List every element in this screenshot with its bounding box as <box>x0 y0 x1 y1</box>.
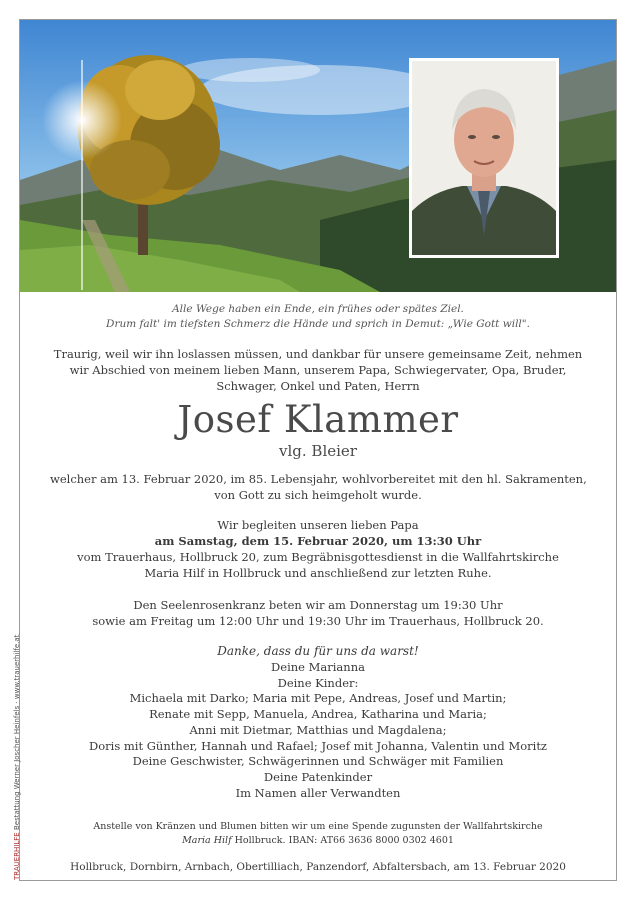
donation-church: Maria Hilf <box>182 835 232 846</box>
thanks-heading: Danke, dass du für uns da warst! <box>217 644 419 658</box>
donation-bank-line <box>50 834 586 848</box>
mourner-line: Renate mit Sepp, Manuela, Andrea, Katharina und Maria; <box>149 707 487 722</box>
funeral-line: Maria Hilf in Hollbruck und anschließend zur letzten Ruhe. <box>144 566 492 580</box>
rosary-line: sowie am Freitag um 12:00 Uhr und 19:30 Uhr im Trauerhaus, Hollbruck 20. <box>92 614 544 628</box>
funeral-line: vom Trauerhaus, Hollbruck 20, zum Begräbnisgottesdienst in die Wallfahrtskirche <box>77 550 559 564</box>
death-line: von Gott zu sich heimgeholt wurde. <box>214 488 422 502</box>
mourners-list <box>50 660 586 801</box>
intro-text <box>50 346 586 394</box>
mourner-line: Michaela mit Darko; Maria mit Pepe, Andreas, Josef und Martin; <box>129 691 507 706</box>
funeral-info <box>50 517 586 581</box>
motto-line: Drum falt' im tiefsten Schmerz die Hände und sprich in Demut: „Wie Gott will". <box>106 318 530 330</box>
mourner-line: Deine Kinder: <box>277 675 359 690</box>
death-notice <box>50 471 586 503</box>
motto-line: Alle Wege haben ein Ende, ein frühes oder spätes Ziel. <box>172 303 464 315</box>
portrait-photo <box>409 58 559 258</box>
place-date: Hollbruck, Dornbirn, Arnbach, Obertilliach, Panzendorf, Abfaltersbach, am 13. Februar 2020 <box>70 861 566 873</box>
intro-line: Traurig, weil wir ihn loslassen müssen, und dankbar für unsere gemeinsame Zeit, nehmen <box>53 347 583 361</box>
mourner-line: Deine Geschwister, Schwägerinnen und Schwäger mit Familien <box>132 754 504 769</box>
mourner-line: Im Namen aller Verwandten <box>235 785 401 800</box>
publisher-brand: TRAUERHILFE <box>13 832 21 880</box>
mourner-line: Anni mit Dietmar, Matthias und Magdalena; <box>189 722 447 737</box>
donation-bank: Hollbruck. IBAN: AT66 3636 8000 0302 4601 <box>234 835 454 846</box>
funeral-date: am Samstag, dem 15. Februar 2020, um 13:30 Uhr <box>154 534 482 548</box>
publisher-credit <box>13 610 21 880</box>
intro-line: Schwager, Onkel und Paten, Herrn <box>216 379 420 393</box>
deceased-nickname: vlg. Bleier <box>279 442 357 460</box>
mourner-line: Doris mit Günther, Hannah und Rafael; Josef mit Johanna, Valentin und Moritz <box>89 738 547 753</box>
rosary-line: Den Seelenrosenkranz beten wir am Donnerstag um 19:30 Uhr <box>133 598 503 612</box>
mourner-line: Deine Marianna <box>271 660 365 674</box>
deceased-name: Josef Klammer <box>177 398 459 441</box>
funeral-line: Wir begleiten unseren lieben Papa <box>217 518 419 532</box>
publisher-text: Bestattung Werner Joscher Heinfels · www.trauerhilfe.at <box>13 634 21 831</box>
motto <box>50 302 586 332</box>
mourner-line: Deine Patenkinder <box>263 769 373 784</box>
donation-line: Anstelle von Kränzen und Blumen bitten wir um eine Spende zugunsten der Wallfahrtskirche <box>93 821 543 832</box>
donation-note <box>50 820 586 848</box>
rosary-info <box>50 597 586 629</box>
death-line: welcher am 13. Februar 2020, im 85. Lebensjahr, wohlvorbereitet mit den hl. Sakramenten, <box>50 472 587 486</box>
intro-line: wir Abschied von meinem lieben Mann, unserem Papa, Schwiegervater, Opa, Bruder, <box>69 363 567 377</box>
